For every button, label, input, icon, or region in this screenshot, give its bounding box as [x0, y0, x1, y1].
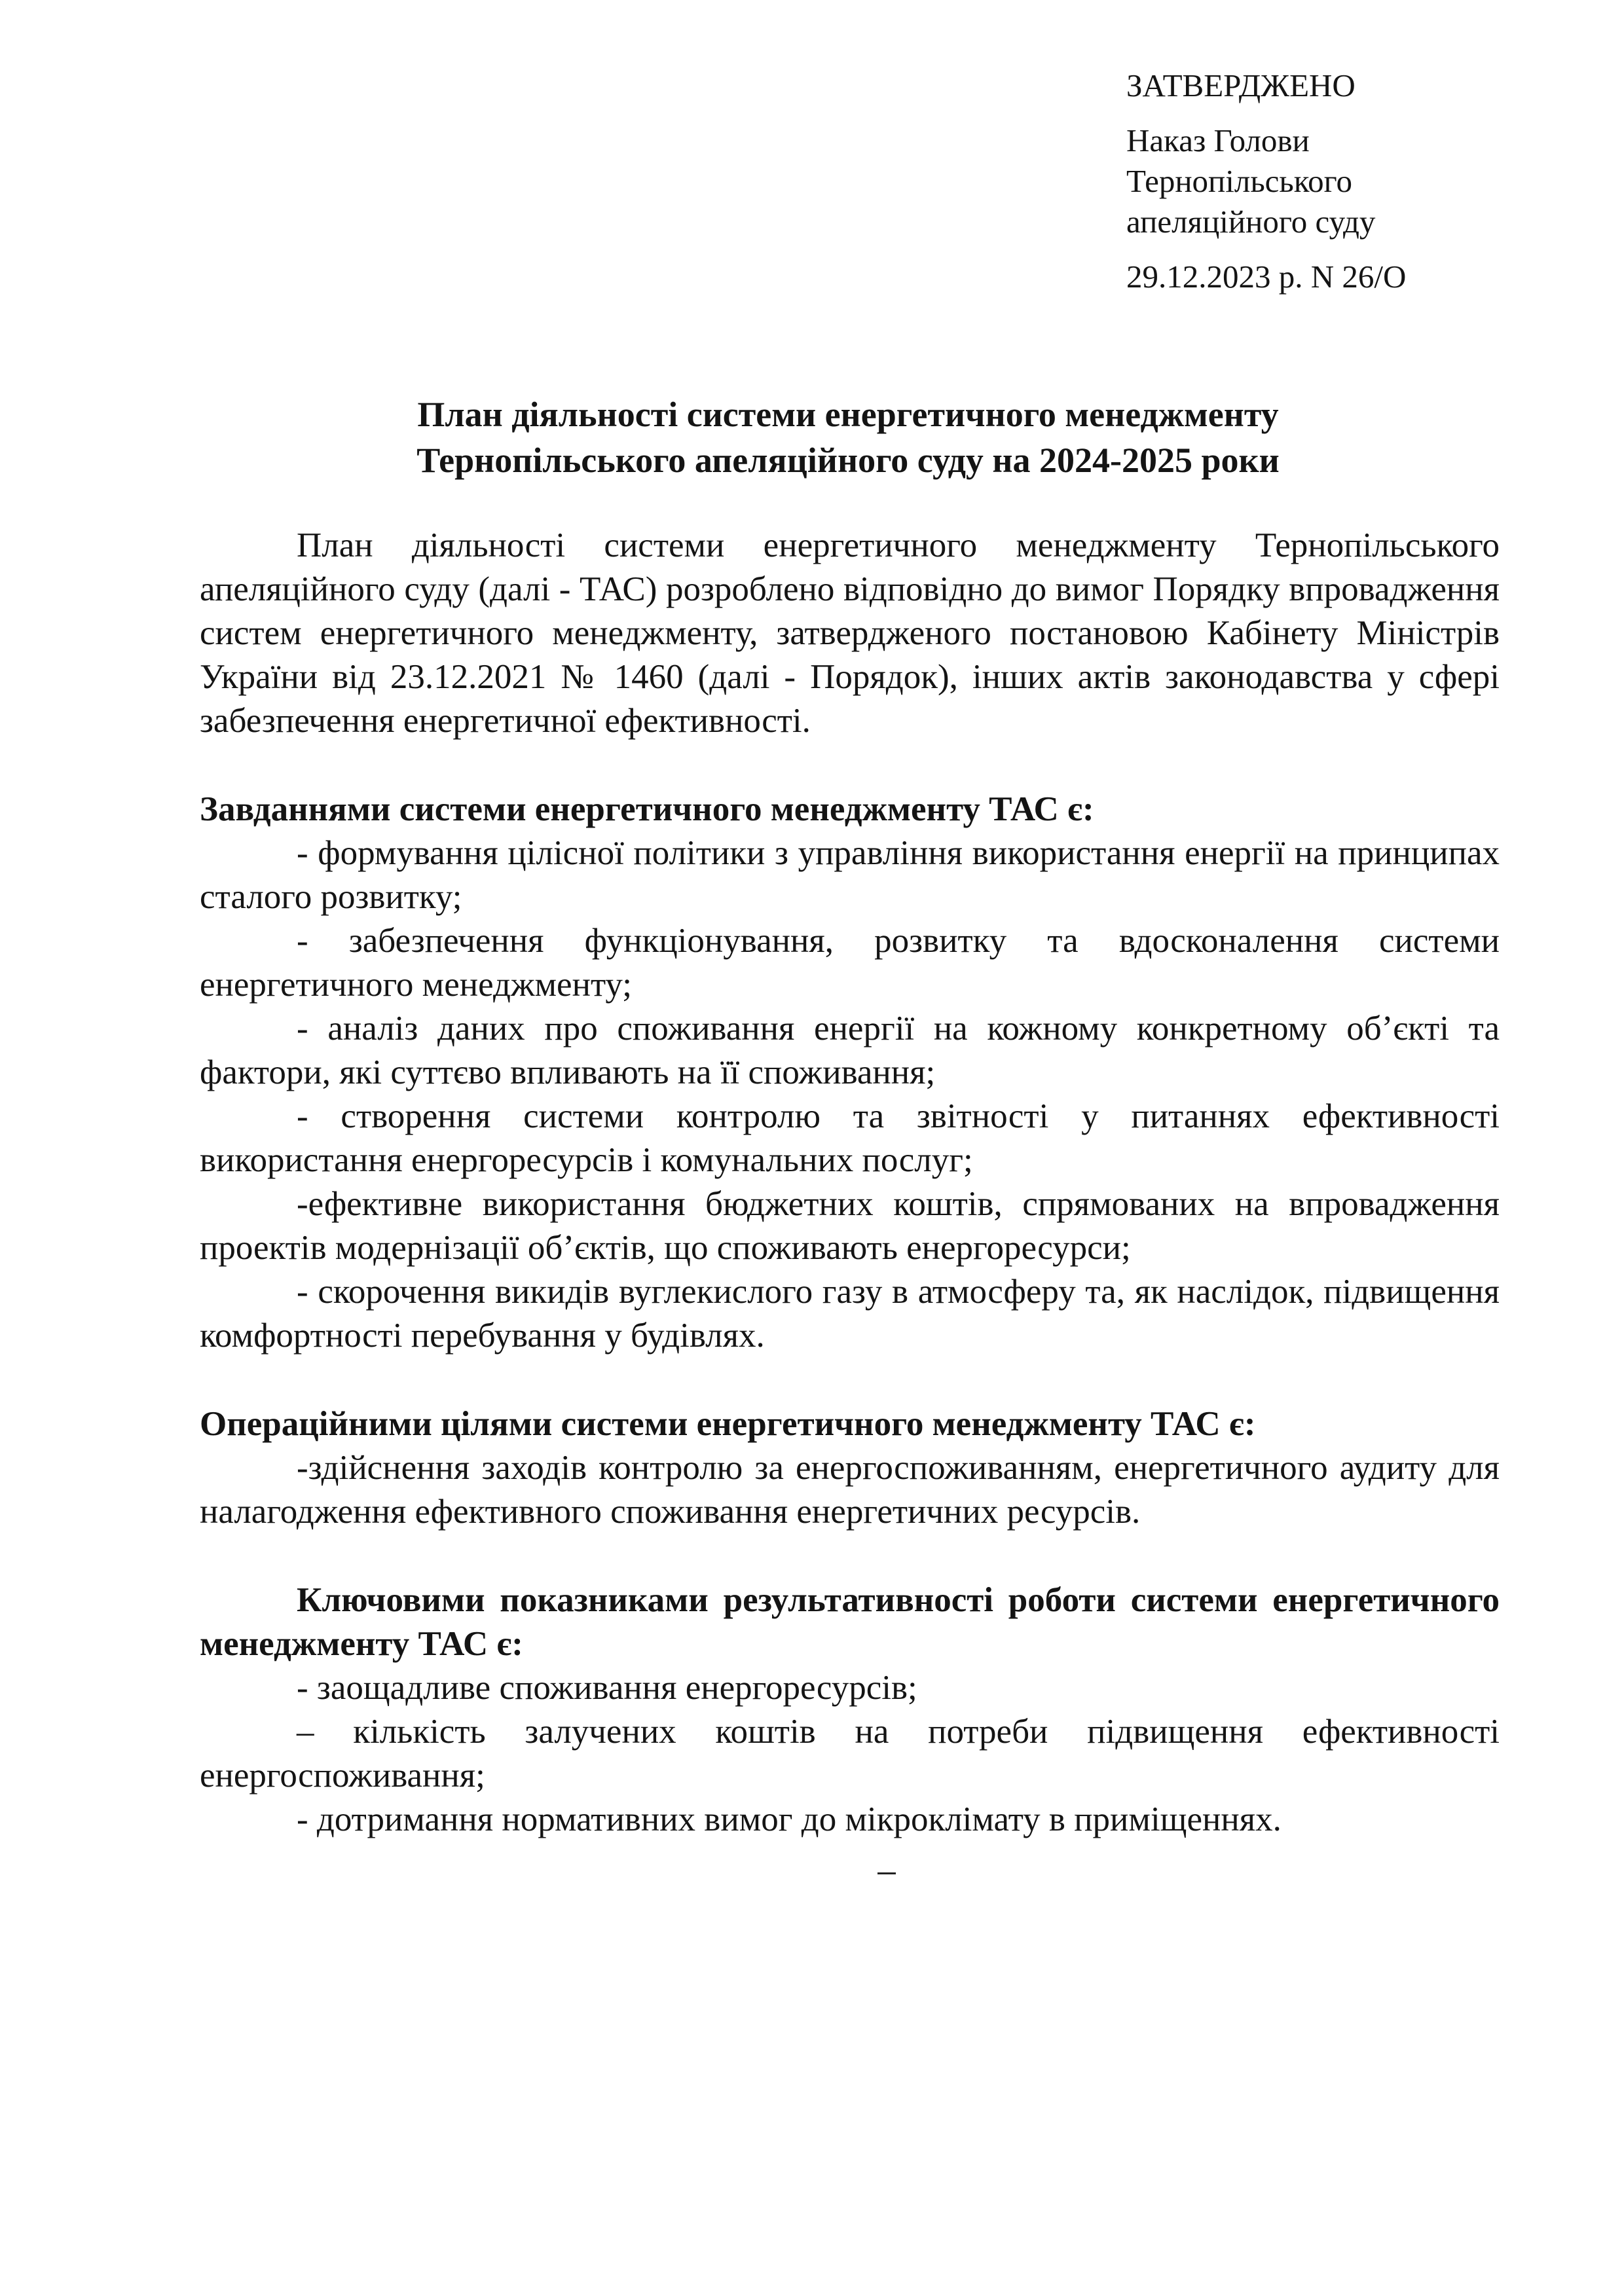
section-gap	[200, 1358, 1500, 1402]
task-item-5: -ефективне використання бюджетних коштів, спрямованих на впровадження проектів модернізації об’єктів, що споживають енергоресурси;	[200, 1185, 1500, 1267]
section-gap	[200, 743, 1500, 788]
approval-line-1: Наказ Голови	[1126, 122, 1310, 158]
approval-line-2: Тернопільського	[1126, 163, 1352, 199]
approval-date: 29.12.2023 р. N 26/О	[1126, 259, 1407, 295]
kpi-item-1: - заощадливе споживання енергоресурсів;	[297, 1669, 917, 1707]
title-line-2: Тернопільського апеляційного суду на 2024-2025 роки	[416, 441, 1280, 480]
document-title	[196, 392, 1500, 483]
kpi-item-3: - дотримання нормативних вимог до мікроклімату в приміщеннях.	[297, 1800, 1282, 1838]
page-dash-mark	[877, 1872, 896, 1874]
section-gap	[200, 1534, 1500, 1578]
goal-item-1: -здійснення заходів контролю за енергоспоживанням, енергетичного аудиту для налагодження ефективного споживання енергетичних ресурсів.	[200, 1449, 1500, 1531]
title-line-1: План діяльності системи енергетичного менеджменту	[417, 395, 1279, 434]
approval-line-3: апеляційного суду	[1126, 204, 1376, 240]
task-item-6: - скорочення викидів вуглекислого газу в атмосферу та, як наслідок, підвищення комфортності перебування у будівлях.	[200, 1273, 1500, 1355]
approval-stamp: ЗАТВЕРДЖЕНО	[1126, 67, 1356, 103]
kpi-item-2: – кількість залучених коштів на потреби підвищення ефективності енергоспоживання;	[200, 1713, 1500, 1795]
intro-paragraph: План діяльності системи енергетичного менеджменту Тернопільського апеляційного суду (далі - ТАС) розроблено відповідно до вимог Порядку впровадження систем енергетичного менеджменту, затвердженого постановою Кабінету Міністрів України від 23.12.2021 № 1460 (далі - Порядок), інших актів законодавства у сфері забезпечення енергетичної ефективності.	[200, 526, 1500, 740]
document-body	[200, 524, 1500, 1842]
task-item-3: - аналіз даних про споживання енергії на кожному конкретному об’єкті та фактори, які суттєво впливають на її споживання;	[200, 1010, 1500, 1091]
approval-block	[1126, 65, 1519, 297]
goals-heading: Операційними цілями системи енергетичного менеджменту ТАС є:	[200, 1405, 1256, 1443]
task-item-4: - створення системи контролю та звітності у питаннях ефективності використання енергоресурсів і комунальних послуг;	[200, 1097, 1500, 1179]
tasks-heading: Завданнями системи енергетичного менеджменту ТАС є:	[200, 790, 1094, 828]
task-item-2: - забезпечення функціонування, розвитку та вдосконалення системи енергетичного менеджменту;	[200, 922, 1500, 1004]
kpi-heading: Ключовими показниками результативності роботи системи енергетичного менеджменту ТАС є:	[200, 1581, 1500, 1663]
task-item-1: - формування цілісної політики з управління використання енергії на принципах сталого розвитку;	[200, 834, 1500, 916]
